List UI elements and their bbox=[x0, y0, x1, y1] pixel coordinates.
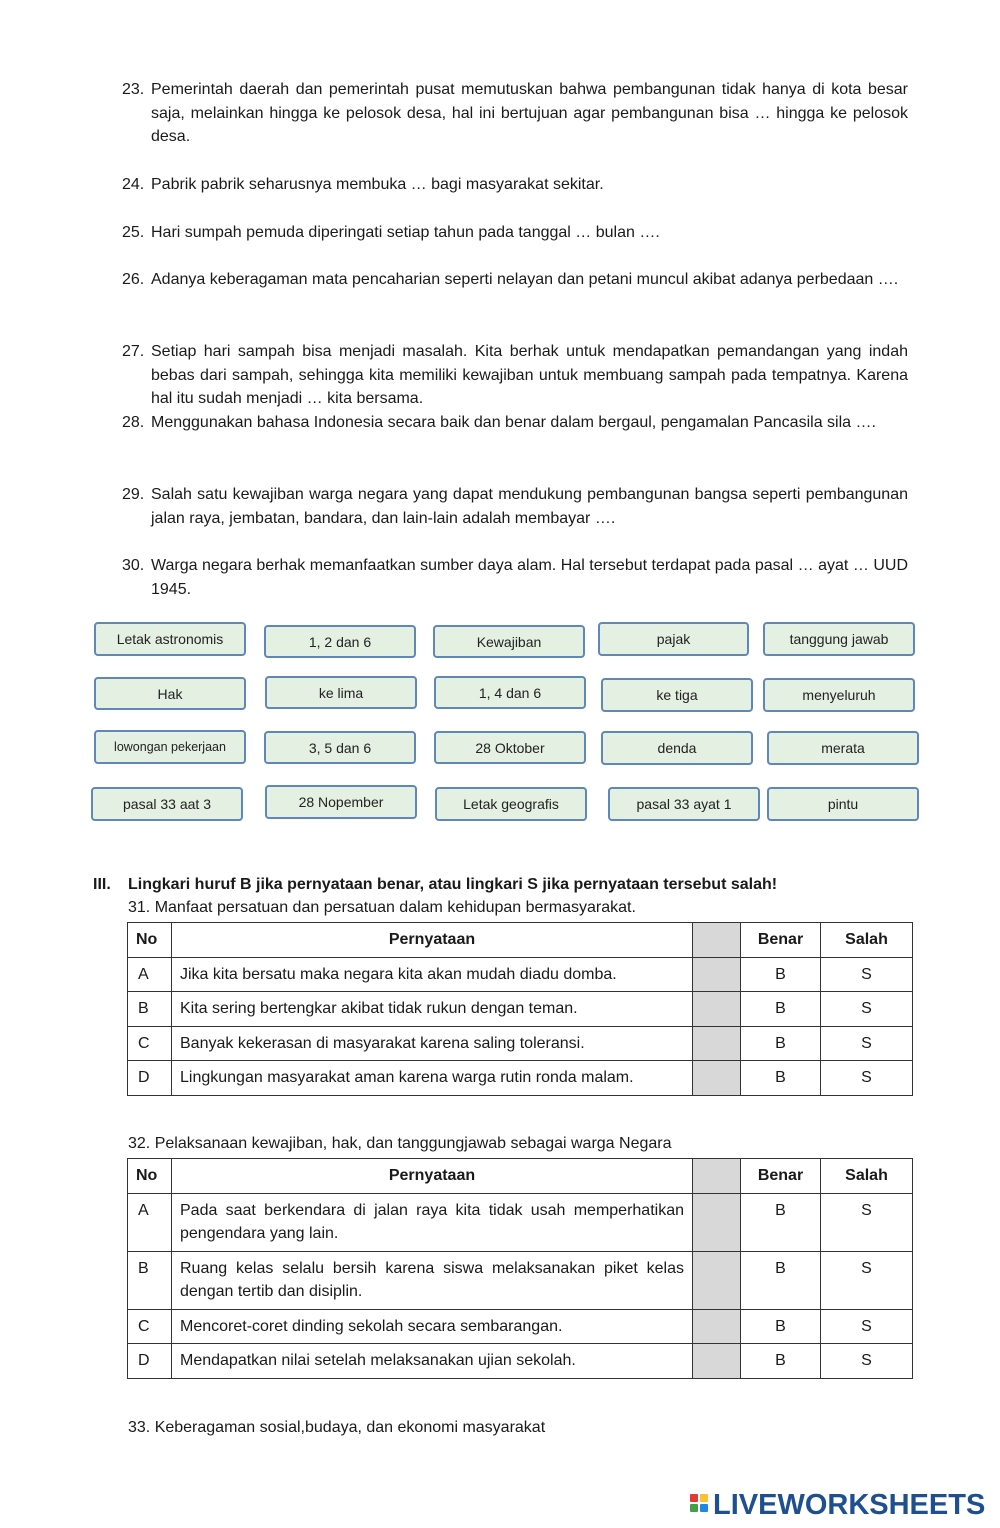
true-false-table-32 bbox=[127, 1158, 913, 1379]
table-row bbox=[128, 1026, 913, 1061]
column-header-no: No bbox=[128, 1159, 172, 1194]
row-letter: C bbox=[128, 1026, 172, 1061]
gray-cell bbox=[693, 992, 741, 1027]
answer-chip[interactable]: 28 Oktober bbox=[434, 731, 586, 764]
row-letter: B bbox=[128, 992, 172, 1027]
gray-cell bbox=[693, 1061, 741, 1096]
row-letter: B bbox=[128, 1251, 172, 1309]
answer-chip[interactable]: pasal 33 ayat 1 bbox=[608, 787, 760, 821]
answer-chip[interactable]: Hak bbox=[94, 677, 246, 710]
column-header-false: Salah bbox=[821, 1159, 913, 1194]
statement-text: Ruang kelas selalu bersih karena siswa melaksanakan piket kelas dengan tertib dan disiplin. bbox=[172, 1251, 693, 1309]
answer-chip[interactable]: pajak bbox=[598, 622, 749, 656]
salah-option[interactable]: S bbox=[821, 1251, 913, 1309]
answer-chip[interactable]: ke tiga bbox=[601, 678, 753, 712]
question-number: 23. bbox=[122, 81, 145, 98]
answer-chip[interactable]: pasal 33 aat 3 bbox=[91, 787, 243, 821]
question-number: 28. bbox=[122, 414, 145, 431]
question-text: Pabrik pabrik seharusnya membuka … bagi masyarakat sekitar. bbox=[151, 176, 604, 193]
benar-option[interactable]: B bbox=[741, 1026, 821, 1061]
question-33-title: 33. Keberagaman sosial,budaya, dan ekonomi masyarakat bbox=[128, 1419, 546, 1436]
table-row bbox=[128, 1309, 913, 1344]
statement-text: Kita sering bertengkar akibat tidak rukun dengan teman. bbox=[172, 992, 693, 1027]
question-29 bbox=[122, 483, 908, 530]
benar-option[interactable]: B bbox=[741, 957, 821, 992]
row-letter: A bbox=[128, 1193, 172, 1251]
question-31-title: 31. Manfaat persatuan dan persatuan dalam kehidupan bermasyarakat. bbox=[128, 899, 636, 916]
gray-cell bbox=[693, 1309, 741, 1344]
row-letter: C bbox=[128, 1309, 172, 1344]
gray-cell bbox=[693, 957, 741, 992]
brand-name: LIVEWORKSHEETS bbox=[713, 1488, 986, 1521]
statement-text: Lingkungan masyarakat aman karena warga rutin ronda malam. bbox=[172, 1061, 693, 1096]
question-text: Warga negara berhak memanfaatkan sumber daya alam. Hal tersebut terdapat pada pasal … ayat … UUD 1945. bbox=[151, 557, 908, 598]
answer-chip[interactable]: merata bbox=[767, 731, 919, 765]
true-false-table-31 bbox=[127, 922, 913, 1096]
table-header-row bbox=[128, 923, 913, 958]
statement-text: Mencoret-coret dinding sekolah secara sembarangan. bbox=[172, 1309, 693, 1344]
answer-chip[interactable]: Kewajiban bbox=[433, 625, 585, 658]
section-title: Lingkari huruf B jika pernyataan benar, atau lingkari S jika pernyataan tersebut salah! bbox=[128, 876, 778, 893]
salah-option[interactable]: S bbox=[821, 1344, 913, 1379]
benar-option[interactable]: B bbox=[741, 1344, 821, 1379]
column-header-no: No bbox=[128, 923, 172, 958]
answer-chip[interactable]: Letak geografis bbox=[435, 787, 587, 821]
column-header-true: Benar bbox=[741, 923, 821, 958]
row-letter: A bbox=[128, 957, 172, 992]
gray-column bbox=[693, 1159, 741, 1194]
statement-text: Jika kita bersatu maka negara kita akan mudah diadu domba. bbox=[172, 957, 693, 992]
answer-chip[interactable]: pintu bbox=[767, 787, 919, 821]
answer-chip[interactable]: 1, 2 dan 6 bbox=[264, 625, 416, 658]
row-letter: D bbox=[128, 1344, 172, 1379]
column-header-statement: Pernyataan bbox=[172, 1159, 693, 1194]
answer-chip[interactable]: 1, 4 dan 6 bbox=[434, 676, 586, 709]
statement-text: Banyak kekerasan di masyarakat karena saling toleransi. bbox=[172, 1026, 693, 1061]
answer-chip[interactable]: 3, 5 dan 6 bbox=[264, 731, 416, 764]
statement-text: Mendapatkan nilai setelah melaksanakan ujian sekolah. bbox=[172, 1344, 693, 1379]
answer-chip[interactable]: 28 Nopember bbox=[265, 785, 417, 819]
question-text: Hari sumpah pemuda diperingati setiap tahun pada tanggal … bulan …. bbox=[151, 224, 660, 241]
question-text: Menggunakan bahasa Indonesia secara baik dan benar dalam bergaul, pengamalan Pancasila sila …. bbox=[151, 414, 876, 431]
question-number: 27. bbox=[122, 343, 145, 360]
column-header-statement: Pernyataan bbox=[172, 923, 693, 958]
question-number: 25. bbox=[122, 224, 145, 241]
answer-chip[interactable]: lowongan pekerjaan bbox=[94, 730, 246, 764]
question-text: Adanya keberagaman mata pencaharian seperti nelayan dan petani muncul akibat adanya perbedaan …. bbox=[151, 271, 899, 288]
question-text: Salah satu kewajiban warga negara yang dapat mendukung pembangunan bangsa seperti pembangunan jalan raya, jembatan, bandara, dan lain-lain adalah membayar …. bbox=[151, 486, 908, 527]
table-header-row bbox=[128, 1159, 913, 1194]
answer-chip[interactable]: denda bbox=[601, 731, 753, 765]
question-26 bbox=[122, 268, 908, 292]
table-row bbox=[128, 1344, 913, 1379]
gray-column bbox=[693, 923, 741, 958]
question-text: Pemerintah daerah dan pemerintah pusat memutuskan bahwa pembangunan tidak hanya di kota besar saja, melainkan hingga ke pelosok desa, hal ini bertujuan agar pembangunan bisa … hingga ke pelosok desa. bbox=[151, 81, 908, 145]
question-number: 29. bbox=[122, 486, 145, 503]
table-row bbox=[128, 1251, 913, 1309]
benar-option[interactable]: B bbox=[741, 1251, 821, 1309]
question-27 bbox=[122, 340, 908, 411]
table-row bbox=[128, 957, 913, 992]
table-row bbox=[128, 1193, 913, 1251]
gray-cell bbox=[693, 1344, 741, 1379]
salah-option[interactable]: S bbox=[821, 1309, 913, 1344]
gray-cell bbox=[693, 1193, 741, 1251]
question-28 bbox=[122, 411, 908, 435]
question-23 bbox=[122, 78, 908, 149]
answer-chip[interactable]: ke lima bbox=[265, 676, 417, 709]
section-number: III. bbox=[93, 876, 111, 893]
question-number: 24. bbox=[122, 176, 145, 193]
table-row bbox=[128, 992, 913, 1027]
question-number: 26. bbox=[122, 271, 145, 288]
statement-text: Pada saat berkendara di jalan raya kita tidak usah memperhatikan pengendara yang lain. bbox=[172, 1193, 693, 1251]
benar-option[interactable]: B bbox=[741, 1309, 821, 1344]
benar-option[interactable]: B bbox=[741, 992, 821, 1027]
question-24 bbox=[122, 173, 908, 197]
question-32-title: 32. Pelaksanaan kewajiban, hak, dan tanggungjawab sebagai warga Negara bbox=[128, 1135, 672, 1152]
column-header-true: Benar bbox=[741, 1159, 821, 1194]
salah-option[interactable]: S bbox=[821, 1061, 913, 1096]
salah-option[interactable]: S bbox=[821, 957, 913, 992]
salah-option[interactable]: S bbox=[821, 1026, 913, 1061]
answer-chip[interactable]: tanggung jawab bbox=[763, 622, 915, 656]
answer-chip[interactable]: menyeluruh bbox=[763, 678, 915, 712]
benar-option[interactable]: B bbox=[741, 1061, 821, 1096]
gray-cell bbox=[693, 1251, 741, 1309]
answer-chip[interactable]: Letak astronomis bbox=[94, 622, 246, 656]
question-30 bbox=[122, 554, 908, 601]
row-letter: D bbox=[128, 1061, 172, 1096]
question-text: Setiap hari sampah bisa menjadi masalah. Kita berhak untuk mendapatkan pemandangan yang indah bebas dari sampah, sehingga kita memiliki kewajiban untuk membuang sampah pada tempatnya. Karena hal itu sudah menjadi … kita bersama. bbox=[151, 343, 908, 407]
liveworksheets-logo-icon bbox=[690, 1492, 710, 1518]
column-header-false: Salah bbox=[821, 923, 913, 958]
liveworksheets-logo bbox=[690, 1490, 985, 1520]
table-row bbox=[128, 1061, 913, 1096]
benar-option[interactable]: B bbox=[741, 1193, 821, 1251]
salah-option[interactable]: S bbox=[821, 1193, 913, 1251]
salah-option[interactable]: S bbox=[821, 992, 913, 1027]
question-number: 30. bbox=[122, 557, 145, 574]
question-25 bbox=[122, 221, 908, 245]
gray-cell bbox=[693, 1026, 741, 1061]
